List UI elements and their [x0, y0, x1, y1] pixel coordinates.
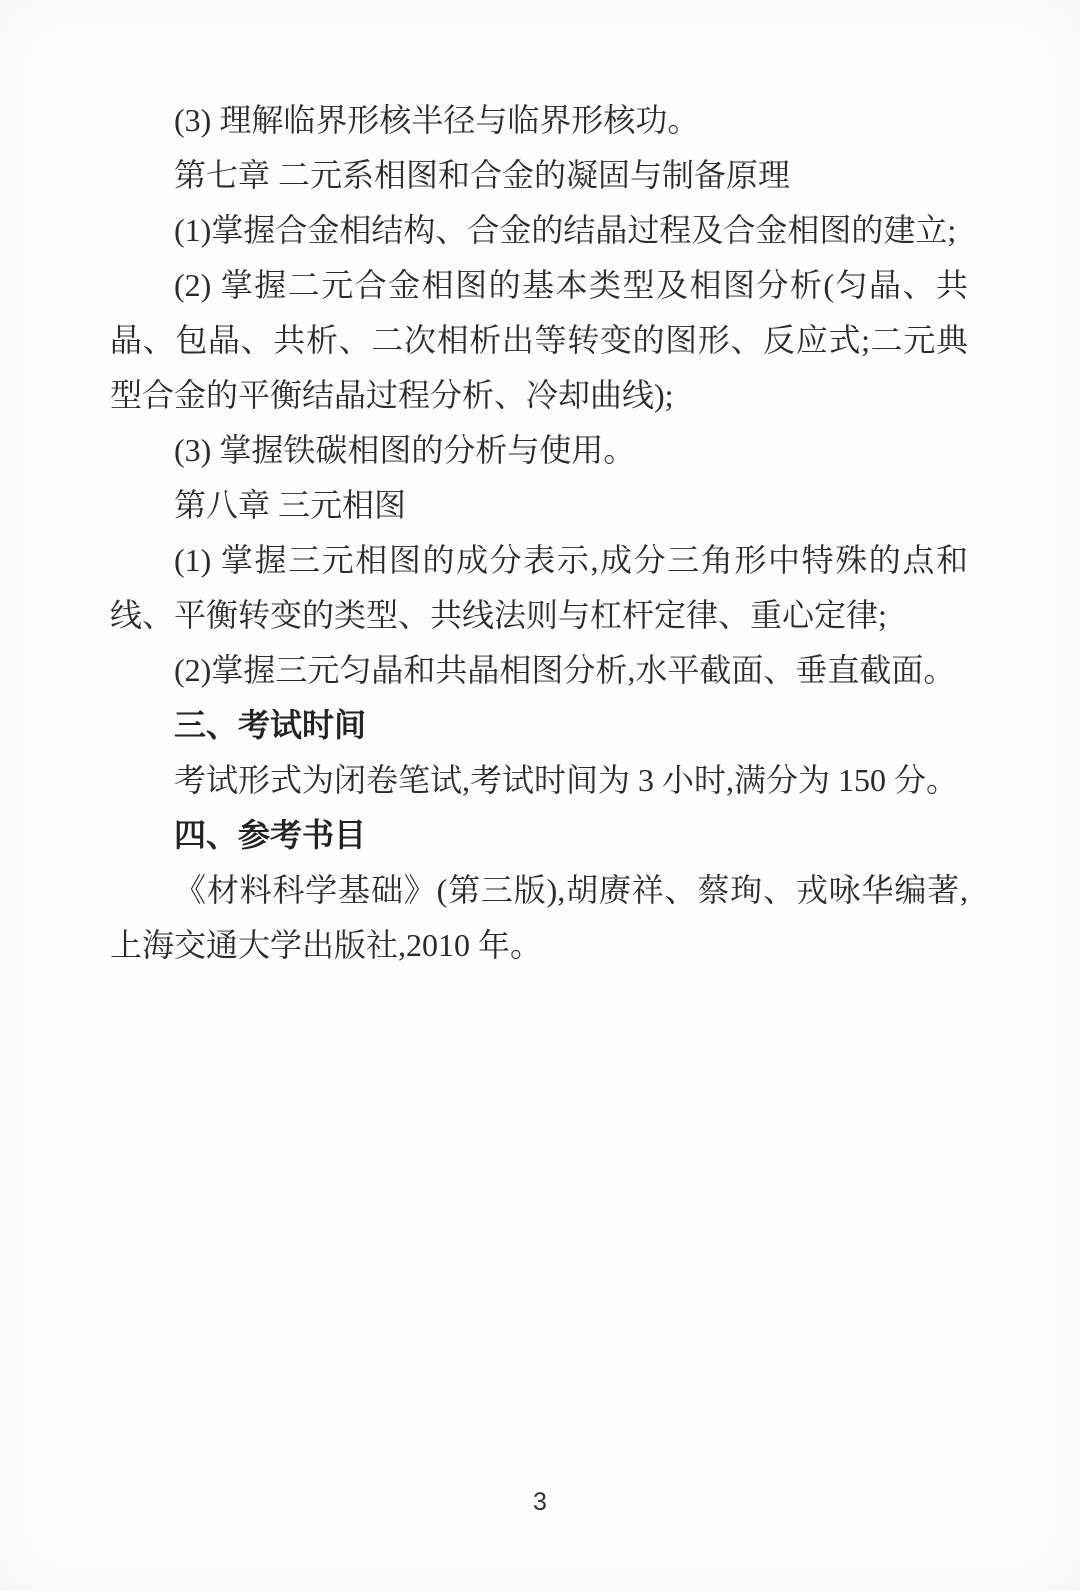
paragraph-ch7-item1: (1)掌握合金相结构、合金的结晶过程及合金相图的建立; [174, 212, 957, 248]
paragraph-reference-book: 《材料科学基础》(第三版),胡赓祥、蔡珣、戎咏华编著,上海交通大学出版社,2010 年。 [110, 872, 968, 963]
chapter-7-title: 第七章 二元系相图和合金的凝固与制备原理 [174, 157, 791, 193]
document-body [110, 93, 968, 973]
section-heading-exam-time: 三、考试时间 [174, 707, 367, 743]
paragraph-ch8-item1: (1) 掌握三元相图的成分表示,成分三角形中特殊的点和线、平衡转变的类型、共线法则与杠杆定律、重心定律; [110, 542, 968, 633]
paragraph-exam-time: 考试形式为闭卷笔试,考试时间为 3 小时,满分为 150 分。 [174, 762, 959, 798]
page-number: 3 [533, 1488, 547, 1516]
paragraph-ch7-item3: (3) 掌握铁碳相图的分析与使用。 [174, 432, 636, 468]
paragraph-objective: (3) 理解临界形核半径与临界形核功。 [174, 102, 700, 138]
chapter-8-title: 第八章 三元相图 [174, 487, 407, 523]
paragraph-ch8-item2: (2)掌握三元匀晶和共晶相图分析,水平截面、垂直截面。 [174, 652, 956, 688]
section-heading-references: 四、参考书目 [174, 817, 367, 853]
paragraph-ch7-item2: (2) 掌握二元合金相图的基本类型及相图分析(匀晶、共晶、包晶、共析、二次相析出等转变的图形、反应式;二元典型合金的平衡结晶过程分析、冷却曲线); [110, 267, 968, 413]
